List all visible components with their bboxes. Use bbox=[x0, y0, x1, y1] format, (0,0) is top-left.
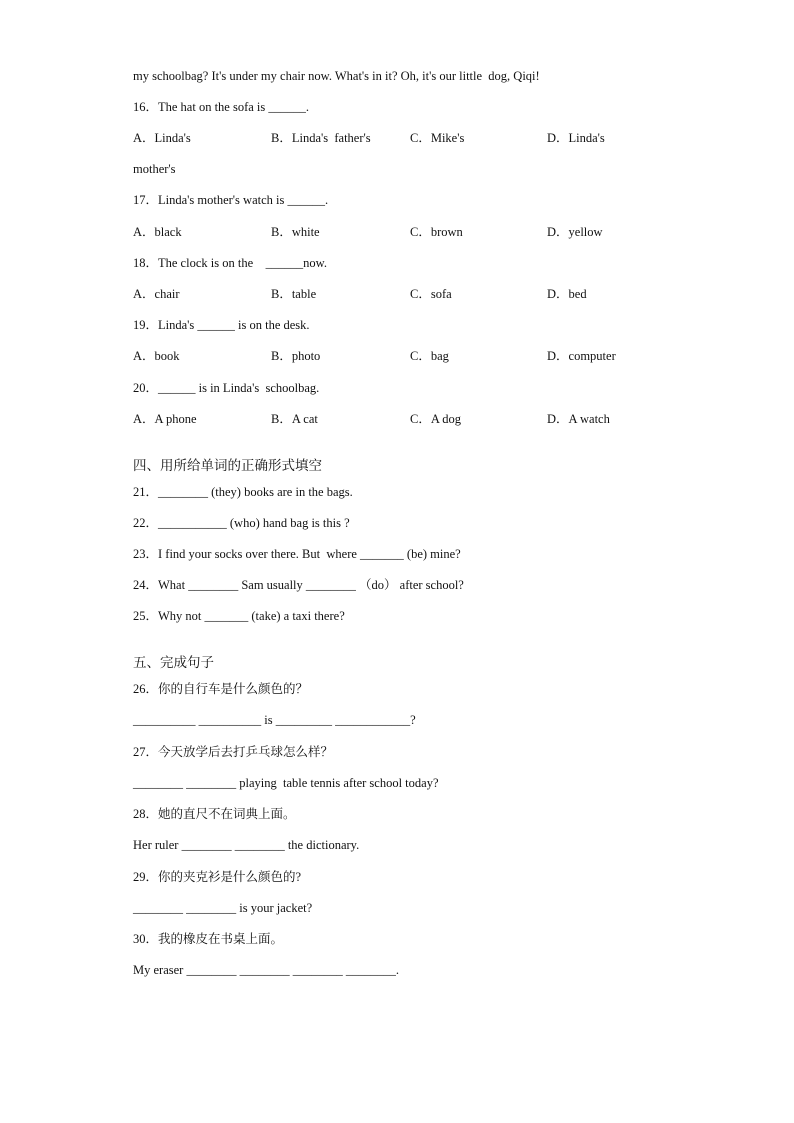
question-17-option-d: D．yellow bbox=[547, 225, 603, 239]
question-29-chinese: 29．你的夹克衫是什么颜色的? bbox=[133, 870, 302, 884]
question-17-option-b: B．white bbox=[271, 225, 320, 239]
question-30-chinese: 30．我的橡皮在书桌上面。 bbox=[133, 932, 284, 946]
question-26-chinese: 26．你的自行车是什么颜色的？ bbox=[133, 682, 309, 696]
question-16-option-d-wrap: mother's bbox=[133, 162, 176, 176]
question-18-option-a: A．chair bbox=[133, 287, 180, 301]
question-17-option-c: C．brown bbox=[410, 225, 463, 239]
question-19-stem: 19．Linda's ______ is on the desk. bbox=[133, 318, 310, 332]
question-16-option-d: D．Linda's bbox=[547, 131, 605, 145]
question-28-english: Her ruler ________ ________ the dictionary. bbox=[133, 838, 360, 852]
question-22: 22．___________ (who) hand bag is this ? bbox=[133, 516, 350, 530]
question-20-option-c: C．A dog bbox=[410, 412, 462, 426]
question-19-option-a: A．book bbox=[133, 349, 180, 363]
question-27-chinese: 27．今天放学后去打乒乓球怎么样？ bbox=[133, 745, 334, 759]
question-20-option-a: A．A phone bbox=[133, 412, 197, 426]
question-18-option-c: C．sofa bbox=[410, 287, 452, 301]
question-19-option-c: C．bag bbox=[410, 349, 449, 363]
question-20-stem: 20．______ is in Linda's schoolbag. bbox=[133, 381, 320, 395]
question-25: 25．Why not _______ (take) a taxi there? bbox=[133, 609, 345, 623]
question-18-option-d: D．bed bbox=[547, 287, 587, 301]
question-20-option-b: B．A cat bbox=[271, 412, 318, 426]
question-16-option-a: A．Linda's bbox=[133, 131, 191, 145]
question-26-english: __________ __________ is _________ ____________? bbox=[133, 713, 416, 727]
question-21: 21．________ (they) books are in the bags. bbox=[133, 485, 353, 499]
question-16-option-b: B．Linda's father's bbox=[271, 131, 371, 145]
question-19-option-d: D．computer bbox=[547, 349, 616, 363]
question-16-option-c: C．Mike's bbox=[410, 131, 465, 145]
question-28-chinese: 28．她的直尺不在词典上面。 bbox=[133, 807, 296, 821]
passage-end: my schoolbag? It's under my chair now. What's in it? Oh, it's our little dog, Qiqi! bbox=[133, 69, 540, 83]
question-29-english: ________ ________ is your jacket? bbox=[133, 901, 313, 915]
question-24: 24．What ________ Sam usually ________ （do） after school? bbox=[133, 578, 464, 592]
question-18-stem: 18．The clock is on the ______now. bbox=[133, 256, 327, 270]
question-30-english: My eraser ________ ________ ________ ________. bbox=[133, 963, 399, 977]
question-17-stem: 17．Linda's mother's watch is ______. bbox=[133, 193, 329, 207]
question-18-option-b: B．table bbox=[271, 287, 317, 301]
question-19-option-b: B．photo bbox=[271, 349, 321, 363]
question-17-option-a: A．black bbox=[133, 225, 182, 239]
section-5-title: 五、完成句子 bbox=[133, 655, 214, 671]
question-20-option-d: D．A watch bbox=[547, 412, 610, 426]
question-16-stem: 16．The hat on the sofa is ______. bbox=[133, 100, 310, 114]
question-23: 23．I find your socks over there. But where _______ (be) mine? bbox=[133, 547, 461, 561]
section-4-title: 四、用所给单词的正确形式填空 bbox=[133, 458, 322, 474]
question-27-english: ________ ________ playing table tennis after school today? bbox=[133, 776, 439, 790]
